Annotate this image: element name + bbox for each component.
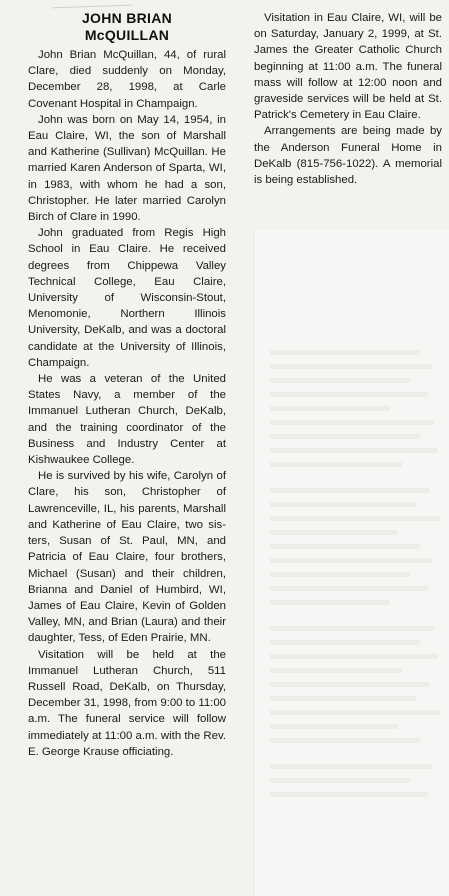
- faded-text-line: [270, 420, 434, 425]
- faded-text-line: [270, 448, 438, 453]
- column-left: [28, 10, 226, 896]
- faded-text-line: [270, 488, 430, 493]
- faded-text-line: [270, 738, 420, 743]
- faded-text-line: [270, 502, 416, 507]
- faded-text-line: [270, 434, 420, 439]
- paragraph-career: He was a veteran of the United States Navy, a member of the Immanuel Lutheran Church, DeKalb, and the training coordinator of the Business and Industry Center at Kishwaukee College.: [28, 373, 226, 467]
- paragraph-arrangements: Arrangements are being made by the Anderson Funeral Home in DeKalb (815-756-1022). A memorial is being established.: [254, 125, 442, 187]
- faded-text-line: [270, 364, 432, 369]
- paragraph-education: John graduated from Regis High School in Eau Claire. He received degrees from Chippewa Valley Technical College, Eau Claire, University of Wisconsin-Stout, Menomonie, Northern Illinois University, DeKalb, and was a doctoral candidate at the University of Illinois, Champaign.: [28, 227, 226, 369]
- faded-text-line: [270, 530, 398, 535]
- faded-text-line: [270, 586, 428, 591]
- paragraph-visitation-dekalb: Visitation will be held at the Immanuel Lutheran Church, 511 Russell Road, DeKalb, on Thursday, December 31, 1998, from 9:00 to 11:00 a.m. The funeral service will follow immediately at 11:00 a.m. with the Rev. E. George Krause officiating.: [28, 648, 226, 758]
- faded-text-line: [270, 696, 416, 701]
- faded-text-line: [270, 516, 440, 521]
- faded-text-line: [270, 626, 434, 631]
- handwritten-scrawl: [52, 0, 132, 8]
- faded-text-line: [270, 392, 428, 397]
- faded-text-line: [270, 350, 420, 355]
- paragraph-survivors: He is survived by his wife, Carolyn of Clare, his son, Christopher of Lawrenceville, IL, his parents, Marshall and Katherine of Eau Claire, two sisters, Susan of St. Paul, MN, and Patricia of Eau Claire, four brothers, Michael (Susan) and their children, Brianna and Daniel of Humbird, WI, James of Eau Claire, Kevin of Golden Valley, MN, and Brian (Laura) and their daughter, Tess, of Eden Prairie, MN.: [28, 470, 226, 645]
- faded-text-line: [270, 682, 430, 687]
- faded-text-line: [270, 764, 432, 769]
- faded-text-line: [270, 654, 438, 659]
- faded-second-clipping: [253, 230, 449, 896]
- paragraph-visitation-eau-claire: Visitation in Eau Claire, WI, will be on Saturday, January 2, 1999, at St. James the Greater Catholic Church beginning at 11:00 a.m. The funeral mass will follow at 12:00 noon and graveside services will be held at St. Patrick's Cemetery in Eau Claire.: [254, 12, 442, 122]
- faded-text-line: [270, 668, 402, 673]
- faded-text-line: [270, 378, 410, 383]
- column-right: [254, 10, 442, 188]
- faded-text-line: [270, 710, 440, 715]
- faded-text-line: [270, 462, 402, 467]
- headline-line-1: JOHN BRIAN: [81, 10, 173, 26]
- faded-text-line: [270, 640, 420, 645]
- faded-text-line: [270, 600, 390, 605]
- obituary-headline: [28, 10, 226, 44]
- paragraph-birth: John was born on May 14, 1954, in Eau Claire, WI, the son of Marshall and Katherine (Sullivan) McQuillan. He married Karen Anderson of Sparta, WI, in 1983, with whom he had a son, Christopher. He later married Carolyn Birch of Clare in 1990.: [28, 113, 226, 224]
- faded-text-line: [270, 792, 428, 797]
- faded-text-line: [270, 778, 410, 783]
- faded-text-line: [270, 724, 398, 729]
- faded-text-line: [270, 572, 410, 577]
- faded-text-line: [270, 544, 420, 549]
- headline-line-2: McQUILLAN: [84, 27, 170, 43]
- faded-text-line: [270, 558, 432, 563]
- faded-text-line: [270, 406, 390, 411]
- paragraph-death: John Brian McQuillan, 44, of rural Clare, died suddenly on Monday, December 28, 1998, at Carle Covenant Hospital in Champaign.: [28, 49, 226, 110]
